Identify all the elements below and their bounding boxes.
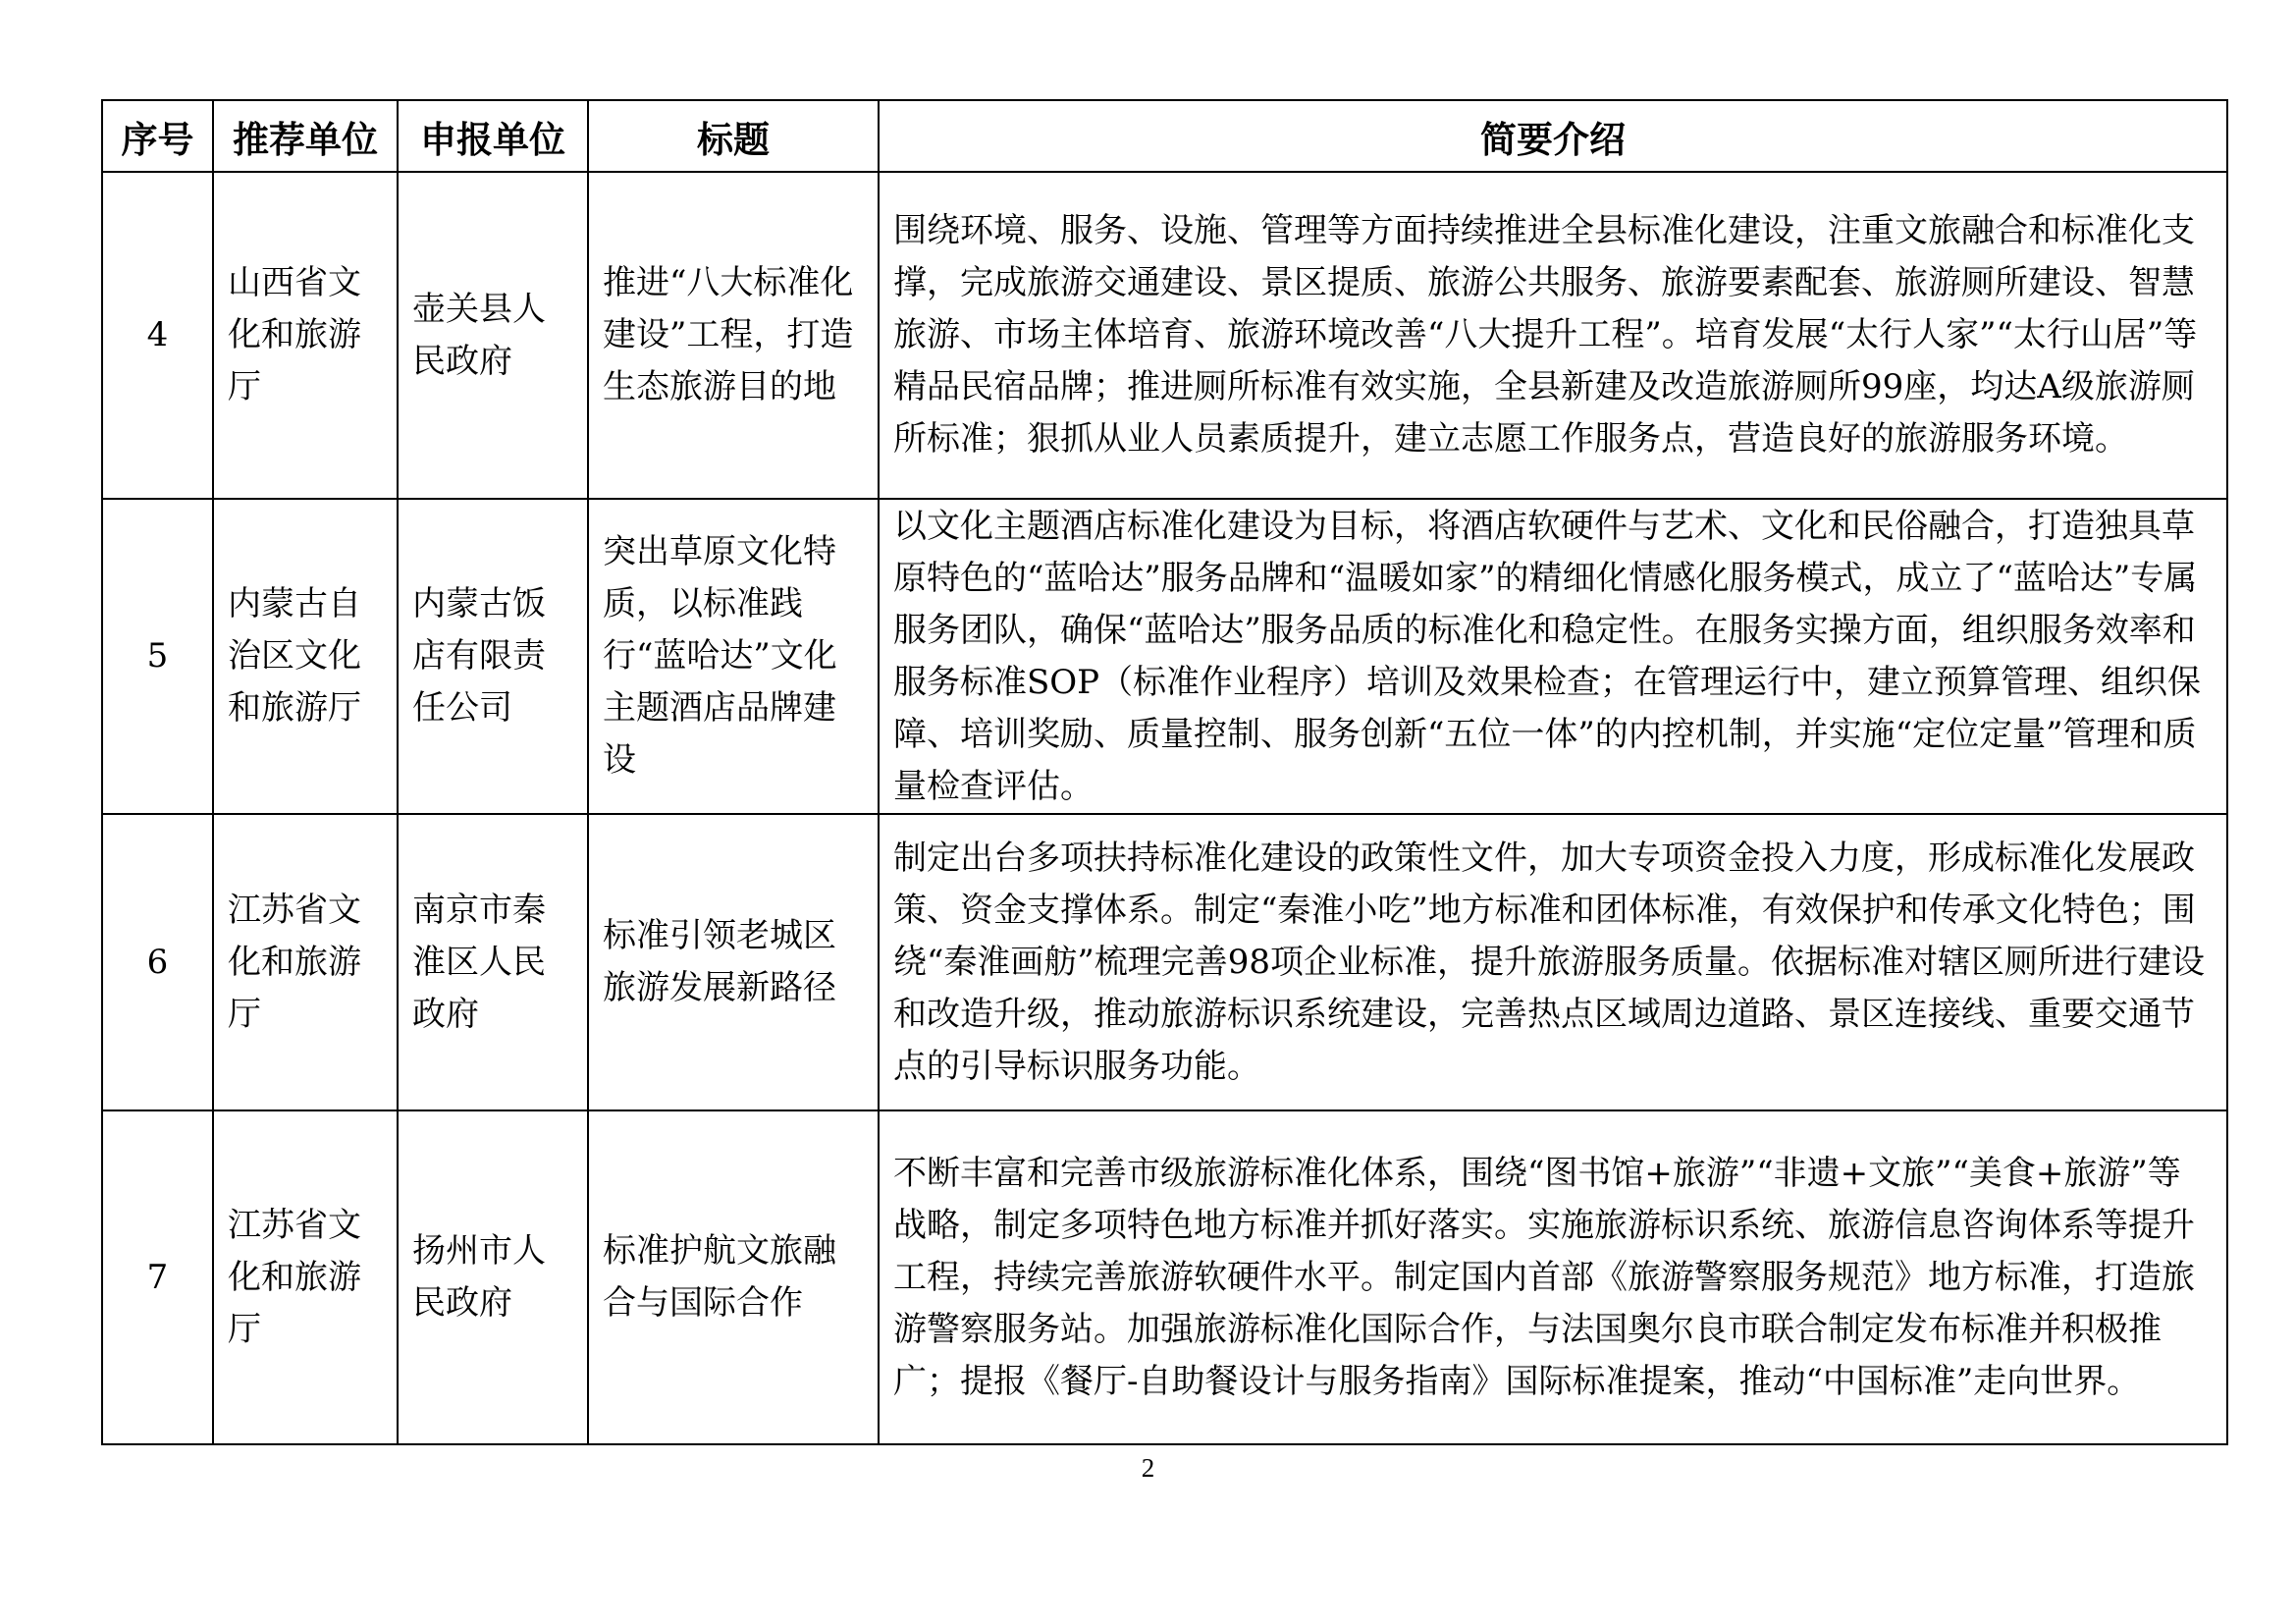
table-row bbox=[102, 499, 2227, 814]
row-title: 标准引领老城区旅游发展新路径 bbox=[588, 814, 879, 1110]
row-intro: 不断丰富和完善市级旅游标准化体系，围绕“图书馆+旅游”“非遗+文旅”“美食+旅游”等战略，制定多项特色地方标准并抓好落实。实施旅游标识系统、旅游信息咨询体系等提升工程，持续完善旅游软硬件水平。制定国内首部《旅游警察服务规范》地方标准，打造旅游警察服务站。加强旅游标准化国际合作，与法国奥尔良市联合制定发布标准并积极推广；提报《餐厅-自助餐设计与服务指南》国际标准提案，推动“中国标准”走向世界。 bbox=[879, 1110, 2227, 1444]
header-serial: 序号 bbox=[102, 100, 213, 172]
row-recommender: 江苏省文化和旅游厅 bbox=[213, 1110, 398, 1444]
row-intro: 以文化主题酒店标准化建设为目标，将酒店软硬件与艺术、文化和民俗融合，打造独具草原特色的“蓝哈达”服务品牌和“温暖如家”的精细化情感化服务模式，成立了“蓝哈达”专属服务团队，确保“蓝哈达”服务品质的标准化和稳定性。在服务实操方面，组织服务效率和服务标准SOP（标准作业程序）培训及效果检查；在管理运行中，建立预算管理、组织保障、培训奖励、质量控制、服务创新“五位一体”的内控机制，并实施“定位定量”管理和质量检查评估。 bbox=[879, 499, 2227, 814]
row-title: 突出草原文化特质，以标准践行“蓝哈达”文化主题酒店品牌建设 bbox=[588, 499, 879, 814]
row-serial: 7 bbox=[102, 1110, 213, 1444]
row-applicant: 南京市秦淮区人民政府 bbox=[398, 814, 588, 1110]
table-row bbox=[102, 814, 2227, 1110]
row-serial: 5 bbox=[102, 499, 213, 814]
row-applicant: 壶关县人民政府 bbox=[398, 172, 588, 499]
row-recommender: 江苏省文化和旅游厅 bbox=[213, 814, 398, 1110]
page-number: 2 bbox=[1141, 1453, 1155, 1483]
row-applicant: 扬州市人民政府 bbox=[398, 1110, 588, 1444]
row-title: 标准护航文旅融合与国际合作 bbox=[588, 1110, 879, 1444]
header-intro: 简要介绍 bbox=[879, 100, 2227, 172]
row-intro: 制定出台多项扶持标准化建设的政策性文件，加大专项资金投入力度，形成标准化发展政策、资金支撑体系。制定“秦淮小吃”地方标准和团体标准，有效保护和传承文化特色；围绕“秦淮画舫”梳理完善98项企业标准，提升旅游服务质量。依据标准对辖区厕所进行建设和改造升级，推动旅游标识系统建设，完善热点区域周边道路、景区连接线、重要交通节点的引导标识服务功能。 bbox=[879, 814, 2227, 1110]
header-title: 标题 bbox=[588, 100, 879, 172]
header-recommender: 推荐单位 bbox=[213, 100, 398, 172]
row-serial: 4 bbox=[102, 172, 213, 499]
row-intro: 围绕环境、服务、设施、管理等方面持续推进全县标准化建设，注重文旅融合和标准化支撑，完成旅游交通建设、景区提质、旅游公共服务、旅游要素配套、旅游厕所建设、智慧旅游、市场主体培育、旅游环境改善“八大提升工程”。培育发展“太行人家”“太行山居”等精品民宿品牌；推进厕所标准有效实施，全县新建及改造旅游厕所99座，均达A级旅游厕所标准；狠抓从业人员素质提升，建立志愿工作服务点，营造良好的旅游服务环境。 bbox=[879, 172, 2227, 499]
row-recommender: 山西省文化和旅游厅 bbox=[213, 172, 398, 499]
table-row bbox=[102, 1110, 2227, 1444]
row-applicant: 内蒙古饭店有限责任公司 bbox=[398, 499, 588, 814]
summary-table bbox=[101, 99, 2228, 1445]
row-serial: 6 bbox=[102, 814, 213, 1110]
row-title: 推进“八大标准化建设”工程，打造生态旅游目的地 bbox=[588, 172, 879, 499]
header-applicant: 申报单位 bbox=[398, 100, 588, 172]
header-row bbox=[102, 100, 2227, 172]
table-row bbox=[102, 172, 2227, 499]
row-recommender: 内蒙古自治区文化和旅游厅 bbox=[213, 499, 398, 814]
